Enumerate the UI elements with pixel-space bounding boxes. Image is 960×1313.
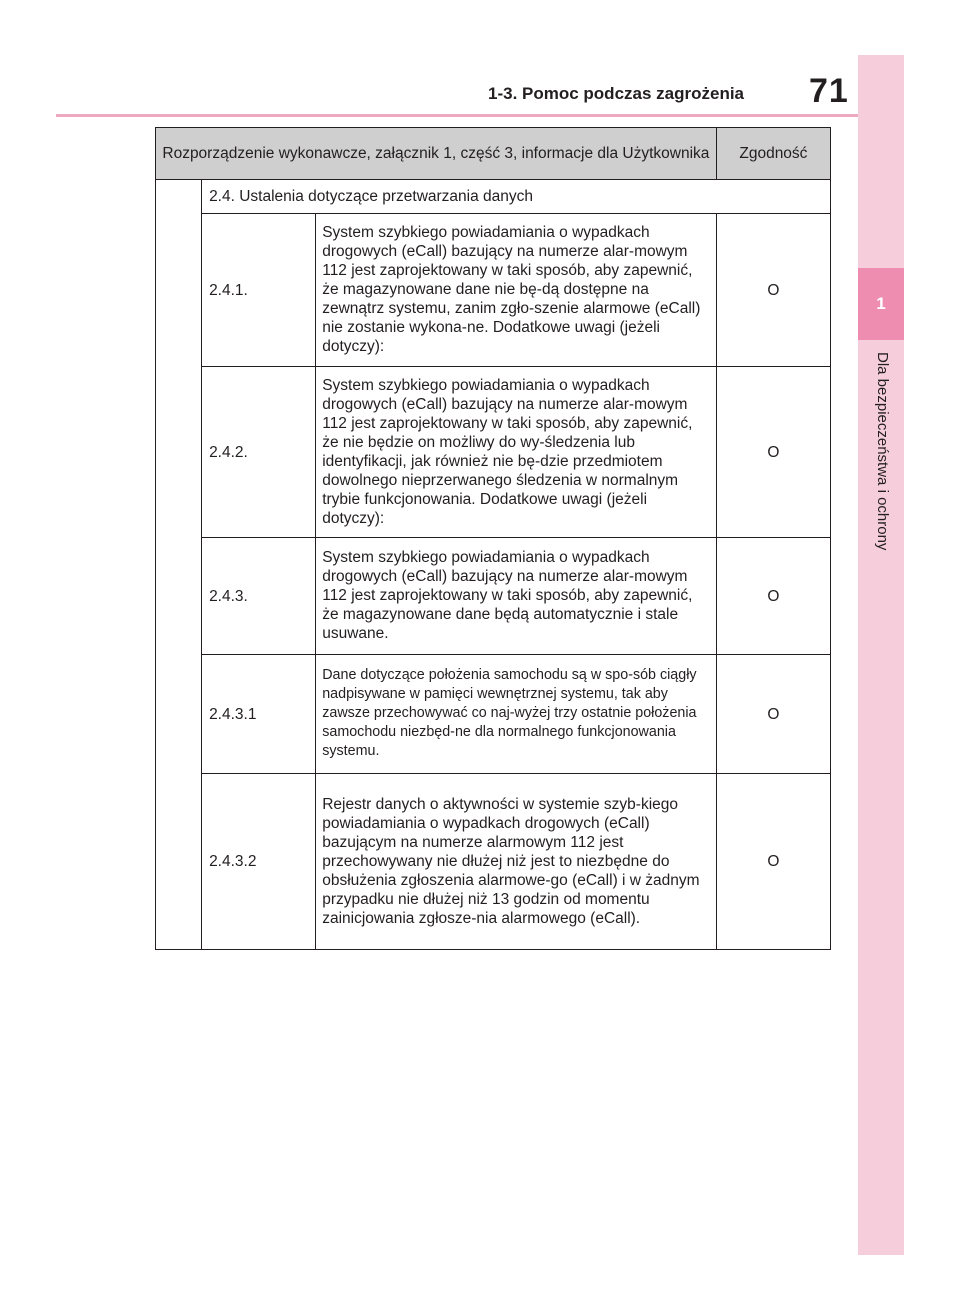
row-compliance-mark: O xyxy=(716,774,830,950)
row-compliance-mark: O xyxy=(716,214,830,367)
table-header-compliance: Zgodność xyxy=(716,128,830,180)
chapter-label: Dla bezpieczeństwa i ochrony xyxy=(874,352,891,551)
table-row xyxy=(156,655,831,774)
row-description: System szybkiego powiadamiania o wypadkach drogowych (eCall) bazujący na numerze alar-mowym 112 jest zaprojektowany w taki sposób, aby zapewnić, że magazynowane dane będą automatycznie i stale usuwane. xyxy=(316,538,717,655)
table-row xyxy=(156,214,831,367)
chapter-number-tab[interactable] xyxy=(858,268,904,340)
page-number: 71 xyxy=(809,72,849,110)
table-section-row xyxy=(156,180,831,214)
section-heading: 2.4. Ustalenia dotyczące przetwarzania danych xyxy=(202,180,831,214)
row-description: System szybkiego powiadamiania o wypadkach drogowych (eCall) bazujący na numerze alar-mowym 112 jest zaprojektowany w taki sposób, aby zapewnić, że magazynowane dane nie bę-dą dostępne na zewnątrz systemu, zanim zgło-szenie alarmowe (eCall) nie zostanie wykona-ne. Dodatkowe uwagi (jeżeli dotyczy): xyxy=(316,214,717,367)
table-indent-cell xyxy=(156,180,202,950)
regulation-table xyxy=(155,127,831,950)
table-row xyxy=(156,774,831,950)
row-description: Rejestr danych o aktywności w systemie szyb-kiego powiadamiania o wypadkach drogowych (eCall) bazującym na numerze alarmowym 112 jest przechowywany nie dłużej niż jest to niezbędne do obsłużenia zgłoszenia alarmowe-go (eCall) i w żadnym przypadku nie dłużej niż 13 godzin od momentu zainicjowania zgłosze-nia alarmowego (eCall). xyxy=(316,774,717,950)
row-compliance-mark: O xyxy=(716,538,830,655)
row-compliance-mark: O xyxy=(716,367,830,538)
chapter-number: 1 xyxy=(876,294,886,313)
row-number: 2.4.3.2 xyxy=(202,774,316,950)
table-header-description: Rozporządzenie wykonawcze, załącznik 1, część 3, informacje dla Użytkownika xyxy=(156,128,717,180)
header-rule xyxy=(56,114,858,117)
row-number: 2.4.3.1 xyxy=(202,655,316,774)
row-number: 2.4.3. xyxy=(202,538,316,655)
row-number: 2.4.1. xyxy=(202,214,316,367)
row-compliance-mark: O xyxy=(716,655,830,774)
row-description: System szybkiego powiadamiania o wypadkach drogowych (eCall) bazujący na numerze alar-mowym 112 jest zaprojektowany w taki sposób, aby zapewnić, że nie będzie on możliwy do wy-śledzenia lub identyfikacji, jak również nie bę-dzie przedmiotem dowolnego nieprzerwanego śledzenia w normalnym trybie funkcjonowania. Dodatkowe uwagi (jeżeli dotyczy): xyxy=(316,367,717,538)
side-tab-strip xyxy=(858,55,904,1255)
table-row xyxy=(156,367,831,538)
section-title: 1-3. Pomoc podczas zagrożenia xyxy=(488,84,745,103)
row-description: Dane dotyczące położenia samochodu są w spo-sób ciągły nadpisywane w pamięci wewnętrznej systemu, tak aby zawsze przechowywać co naj-wyżej trzy ostatnie położenia samochodu niezbęd-ne dla normalnego funkcjonowania systemu. xyxy=(316,655,717,774)
row-number: 2.4.2. xyxy=(202,367,316,538)
table-row xyxy=(156,538,831,655)
table-header-row xyxy=(156,128,831,180)
